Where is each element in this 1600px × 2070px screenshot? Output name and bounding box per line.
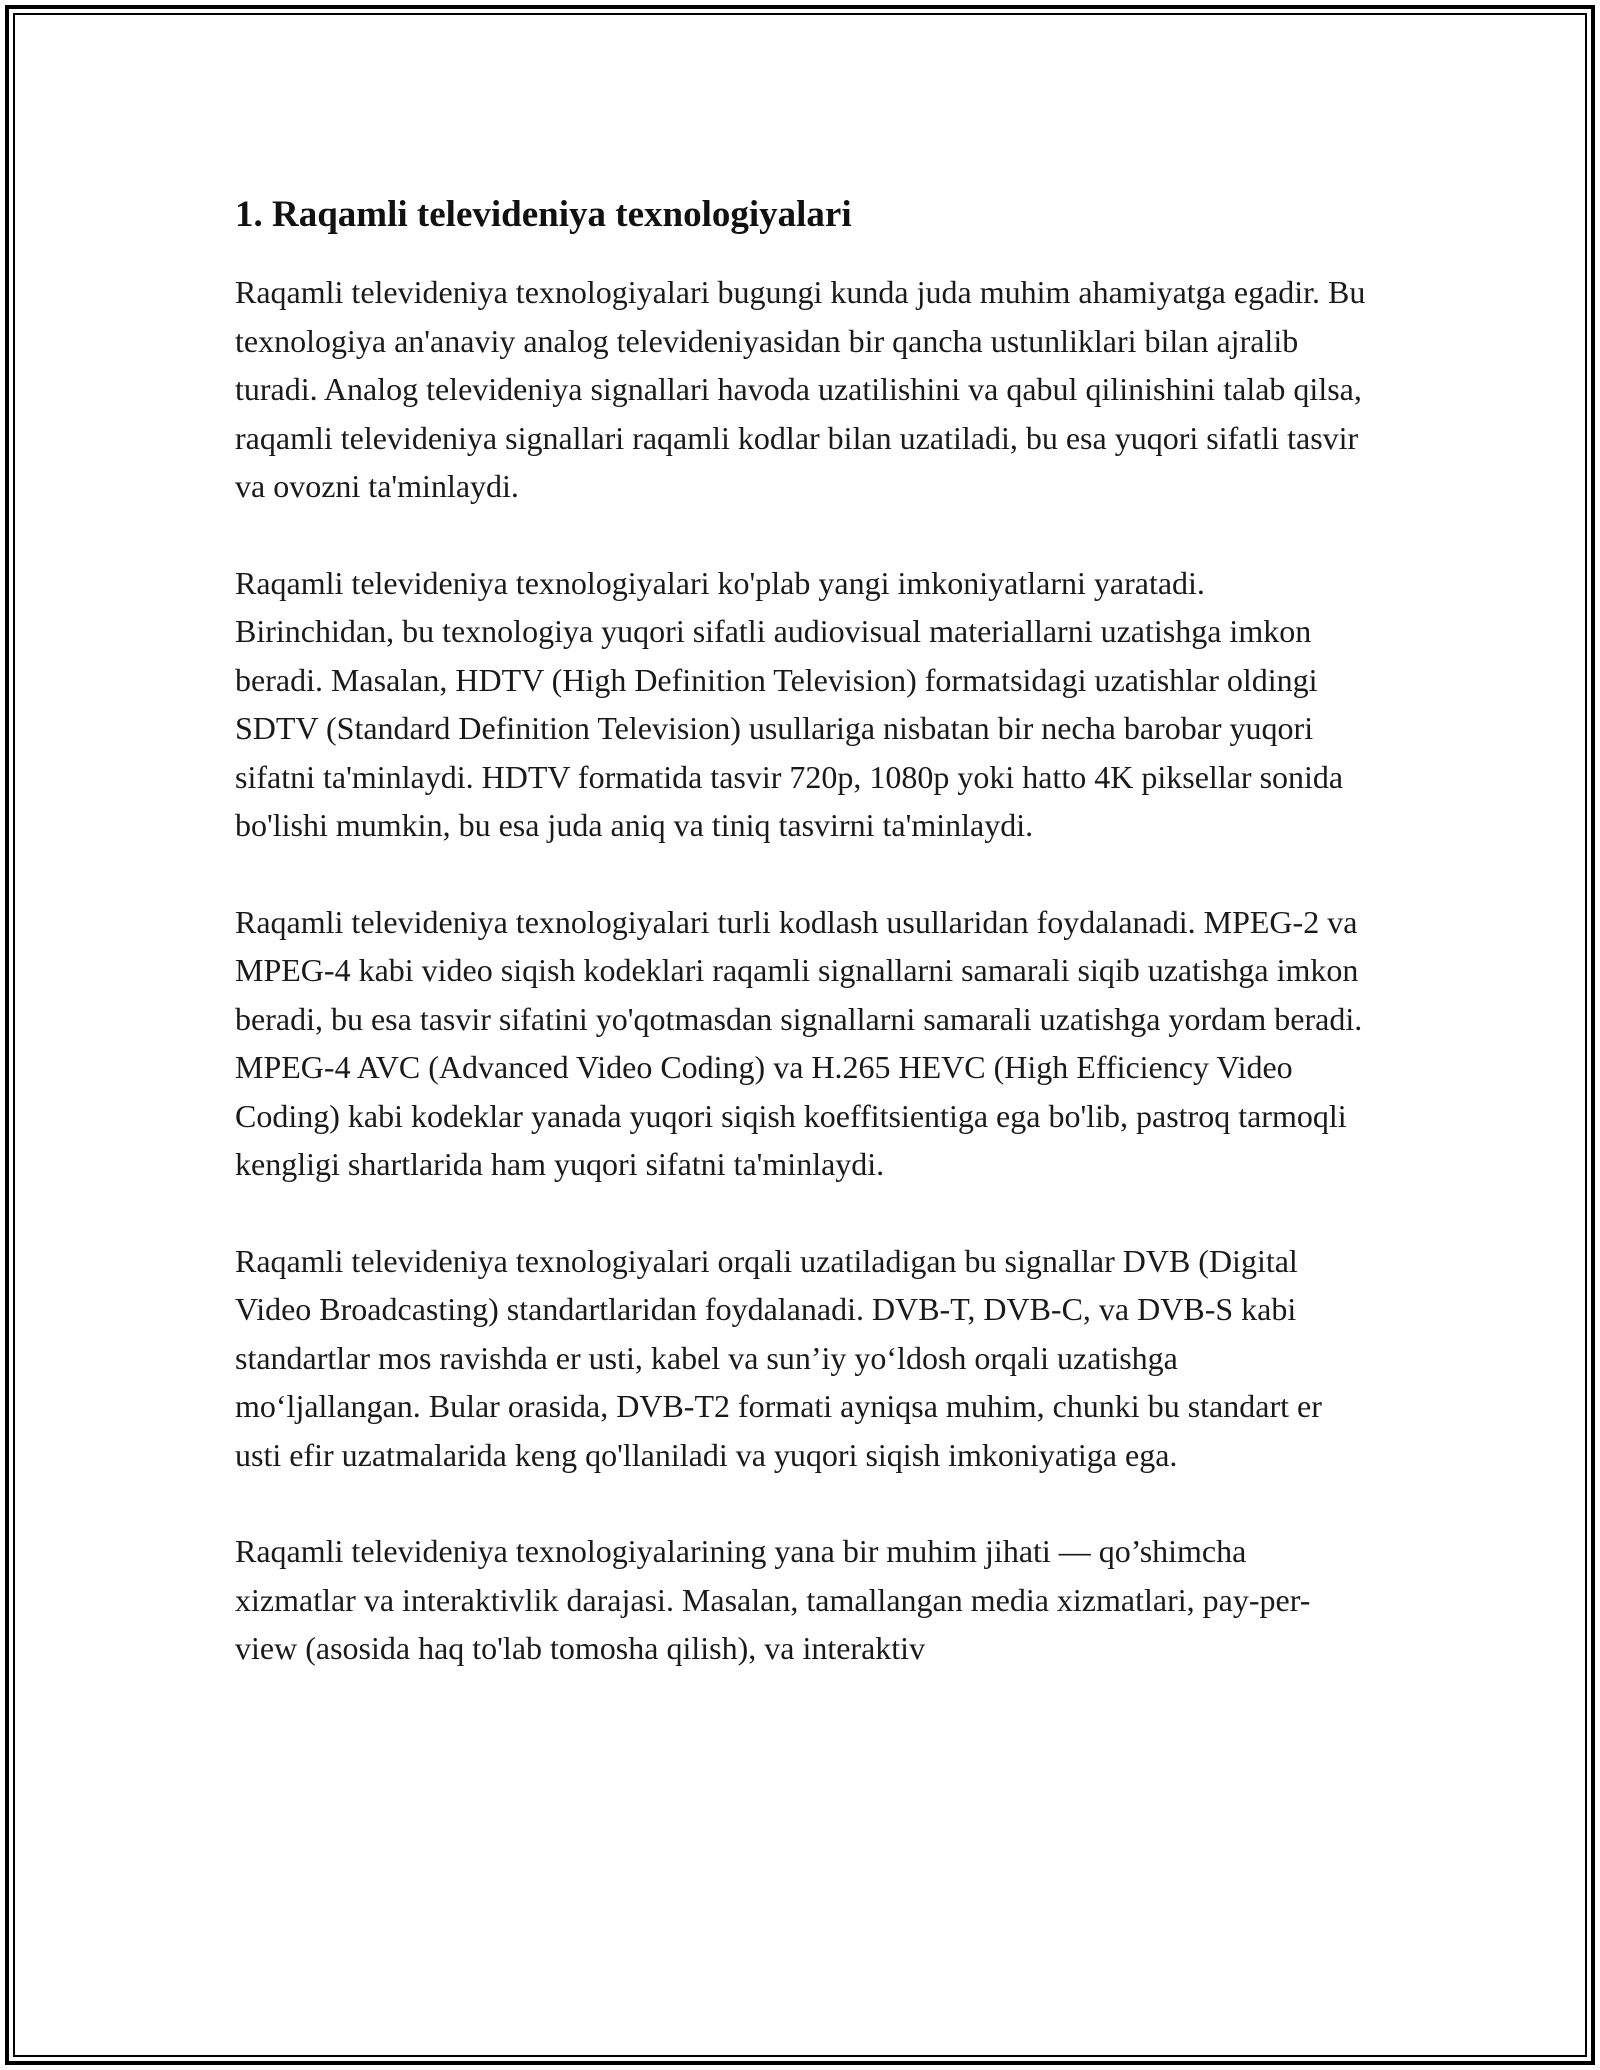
paragraph-1: Raqamli televideniya texnologiyalari bugungi kunda juda muhim ahamiyatga egadir. Bu texnologiya an'anaviy analog televideniyasidan bir qancha ustunliklari bilan ajralib turadi. Analog televideniya signallari havoda uzatilishini va qabul qilinishini talab qilsa, raqamli televideniya signallari raqamli kodlar bilan uzatiladi, bu esa yuqori sifatli tasvir va ovozni ta'minlaydi. — [235, 274, 1366, 504]
paragraph-2: Raqamli televideniya texnologiyalari ko'plab yangi imkoniyatlarni yaratadi. Birinchidan, bu texnologiya yuqori sifatli audiovisual materiallarni uzatishga imkon beradi. Masalan, HDTV (High Definition Television) formatsidagi uzatishlar oldingi SDTV (Standard Definition Television) usullariga nisbatan bir necha barobar yuqori sifatni ta'minlaydi. HDTV formatida tasvir 720p, 1080p yoki hatto 4K piksellar sonida bo'lishi mumkin, bu esa juda aniq va tiniq tasvirni ta'minlaydi. — [235, 564, 1344, 843]
section-heading: 1. Raqamli televideniya texnologiyalari — [235, 194, 852, 235]
paragraph-3: Raqamli televideniya texnologiyalari turli kodlash usullaridan foydalanadi. MPEG-2 va MPEG-4 kabi video siqish kodeklari raqamli signallarni samarali siqib uzatishga imkon beradi, bu esa tasvir sifatini yo'qotmasdan signallarni samarali uzatishga yordam beradi. MPEG-4 AVC (Advanced Video Coding) va H.265 HEVC (High Efficiency Video Coding) kabi kodeklar yanada yuqori siqish koeffitsientiga ega bo'lib, pastroq tarmoqli kengligi shartlarida ham yuqori sifatni ta'minlaydi. — [235, 903, 1363, 1182]
paragraph-5: Raqamli televideniya texnologiyalarining yana bir muhim jihati — qo’shimcha xizmatlar va interaktivlik darajasi. Masalan, tamallangan media xizmatlari, pay-per-view (asosida haq to'lab tomosha qilish), va interaktiv — [235, 1533, 1311, 1666]
document-body — [235, 188, 1370, 1673]
paragraph-4: Raqamli televideniya texnologiyalari orqali uzatiladigan bu signallar DVB (Digital Video Broadcasting) standartlaridan foydalanadi. DVB-T, DVB-C, va DVB-S kabi standartlar mos ravishda er usti, kabel va sun’iy yo‘ldosh orqali uzatishga mo‘ljallangan. Bular orasida, DVB-T2 formati ayniqsa muhim, chunki bu standart er usti efir uzatmalarida keng qo'llaniladi va yuqori siqish imkoniyatiga ega. — [235, 1242, 1322, 1473]
